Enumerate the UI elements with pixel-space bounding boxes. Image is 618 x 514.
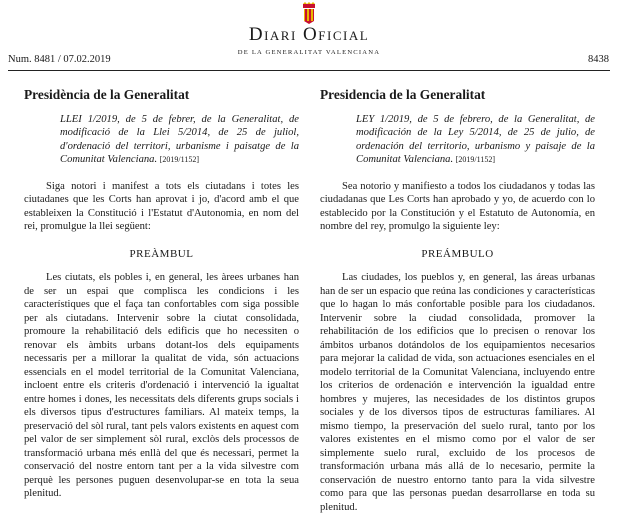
- spanish-column: [320, 88, 595, 514]
- law-title-text: LLEI 1/2019, de 5 de febrer, de la Generalitat, de modificació de la Llei 5/2014, de 25 de juliol, d'ordenació del territori, urbanisme i paisatge de la Comunitat Valenciana.: [60, 113, 299, 165]
- law-reference: [2019/1152]: [159, 155, 200, 164]
- law-title: [320, 113, 595, 167]
- law-reference: [2019/1152]: [455, 155, 496, 164]
- generalitat-crown-icon: [0, 2, 618, 24]
- section-heading: Presidència de la Generalitat: [24, 87, 190, 102]
- preamble-heading: PREÁMBULO: [421, 247, 494, 260]
- masthead-subtitle: DE LA GENERALITAT VALENCIANA: [237, 49, 381, 56]
- promulgation-intro: Sea notorio y manifiesto a todos los ciudadanos y todas las ciudadanas que Les Corts han aprobado y yo, de acuerdo con lo establecido por la Constitución y el Estatuto de Autonomía, en nombre del rey, promulgo la siguiente ley:: [320, 180, 595, 232]
- law-title: [24, 113, 299, 167]
- promulgation-intro: Siga notori i manifest a tots els ciutadans i totes les ciutadanes que les Corts han aprovat i jo, d'acord amb el que estableixen la Constitució i l'Estatut d'Autonomia, en nom del rei, promulgue la llei següent:: [24, 180, 299, 232]
- bulletin-number: Num. 8481 / 07.02.2019: [8, 54, 111, 65]
- masthead-title: Diari Oficial: [248, 24, 370, 45]
- preamble-heading: PREÀMBUL: [129, 247, 194, 260]
- page-number: 8438: [588, 54, 609, 65]
- valencian-column: [24, 88, 299, 501]
- section-heading: Presidencia de la Generalitat: [320, 87, 486, 102]
- preamble-body: Las ciudades, los pueblos y, en general, las áreas urbanas han de ser un espacio que reúna las condiciones y características que lo hagan lo más confortable posible para los ciudadanos. Intervenir sobre la ciudad consolidada, promover la rehabilitación de los edificios que lo precisen o renovar los ámbitos urbanos dotándolos de los equipamientos necesarios para mejorar la calidad de vida, son actuaciones esenciales en el modelo territorial de la Comunitat Valenciana, incluyendo entre los criterios de ordenación e intervención la igualdad entre hombres y mujeres, las necesidades de los distintos grupos sociales y de los diversos tipos de estructuras familiares. Al mismo tiempo, la preservación del suelo rural, tanto por los valores existentes en el mismo como por el valor de ser simplemente suelo rural, excluido de los procesos de transformación urbana más allá de lo necesario, permite la conservación de nuestro entorno tanto para la vida silvestre como para que las personas puedan desarrollarse en toda su plenitud.: [320, 272, 595, 513]
- law-title-text: LEY 1/2019, de 5 de febrero, de la Generalitat, de modificación de la Ley 5/2014, de 25 de julio, de ordenación del territorio, urbanismo y paisaje de la Comunitat Valenciana.: [356, 113, 595, 165]
- bulletin-header: [0, 0, 618, 74]
- preamble-body: Les ciutats, els pobles i, en general, les àrees urbanes han de ser un espai que complisca les condicions i les característiques que el faça tan confortables com siga possible per als ciutadans. Intervenir sobre la ciutat consolidada, promoure la rehabilitació dels edificis que ho necessiten o renovar els àmbits urbans dotant-los dels equipaments necessaris per a millorar la qualitat de vida, són actuacions essencials en el model territorial de la Comunitat Valenciana, incloent entre els criteris d'ordenació i intervenció la igualtat entre homes i dones, les necessitats dels diferents grups socials i els diversos tipus d'estructures familiars. Al mateix temps, la preservació del sòl rural, tant pels valors existents en aquest com pel valor de ser simplement sòl rural, exclòs dels processos de transformació urbana més enllà del que és necessari, permet la conservació del nostre entorn tant per a la vida silvestre com perquè les persones puguen desenvolupar-se en tota la seua plenitud.: [24, 272, 299, 499]
- header-divider: [8, 70, 610, 71]
